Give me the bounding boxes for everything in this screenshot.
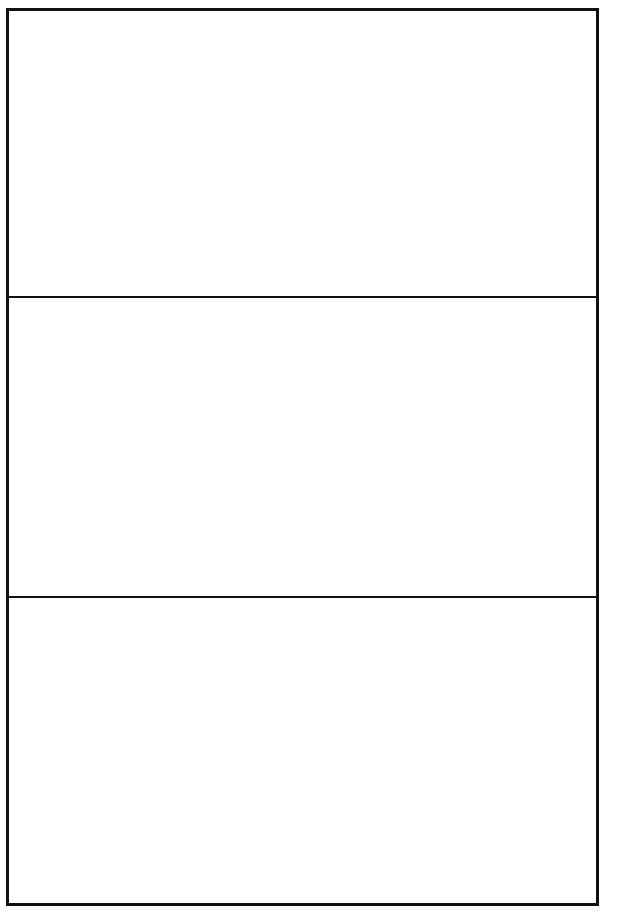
text-column [482,601,504,901]
text-column [482,301,504,593]
text-column [452,301,474,593]
text-column [573,601,595,901]
text-column [211,301,233,593]
text-column [271,601,293,901]
text-column [452,13,474,293]
text-column [29,301,51,593]
text-column [301,13,323,293]
text-column [60,301,82,593]
text-column [331,301,353,593]
text-column [482,13,504,293]
text-column [271,301,293,593]
text-column [241,301,263,593]
text-column [513,301,535,593]
text-column [543,601,565,901]
text-column [422,601,444,901]
text-column [60,601,82,901]
text-column [422,301,444,593]
text-column [271,13,293,293]
text-column [211,601,233,901]
text-column [90,13,112,293]
text-column [60,13,82,293]
text-column [513,13,535,293]
text-column [573,13,595,293]
text-column [120,13,142,293]
text-column [241,13,263,293]
text-column [513,601,535,901]
text-column [422,13,444,293]
text-column [362,301,384,593]
register-divider-lower [6,596,599,598]
text-column [150,601,172,901]
text-column [211,13,233,293]
text-column [180,601,202,901]
text-column [543,13,565,293]
text-column [573,301,595,593]
text-column [362,13,384,293]
text-column [150,13,172,293]
text-column [180,13,202,293]
text-column [29,13,51,293]
text-column [180,301,202,593]
text-column [120,301,142,593]
text-column [392,301,414,593]
text-column [241,601,263,901]
text-column [301,301,323,593]
text-column [90,301,112,593]
text-column [331,601,353,901]
text-column [150,301,172,593]
register-divider-upper [6,296,599,298]
text-column [543,301,565,593]
text-column [392,601,414,901]
text-column [392,13,414,293]
text-column [90,601,112,901]
text-column [362,601,384,901]
text-column [452,601,474,901]
text-column [331,13,353,293]
text-column [301,601,323,901]
text-column [120,601,142,901]
text-column [29,601,51,901]
